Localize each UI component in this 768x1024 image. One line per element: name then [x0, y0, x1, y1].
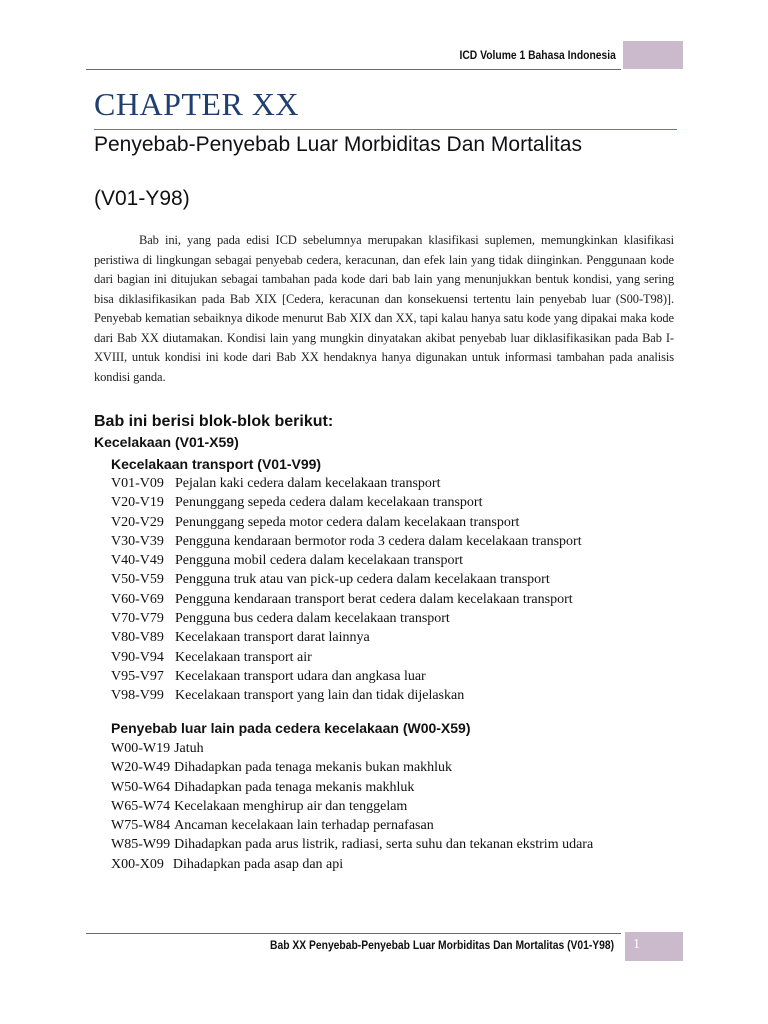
intro-paragraph: Bab ini, yang pada edisi ICD sebelumnya merupakan klasifikasi suplemen, memungkinkan klasifikasi peristiwa di lingkungan sebagai penyebab cedera, keracunan, dan efek lain yang tidak diinginkan. Penggunaan kode dari bagian ini ditujukan sebagai tambahan pada kode dari bab lain yang menunjukkan bentuk kondisi, yang sering bisa diklasifikasikan pada Bab XIX [Cedera, keracunan dan konsekuensi tertentu lain penyebab luar (S00-T98)]. Penyebab kematian sebaiknya dikode menurut Bab XIX dan XX, tapi kalau hanya satu kode yang dipakai maka kode dari Bab XX diutamakan. Kondisi lain yang mungkin dinyatakan akibat penyebab luar diklasifikasikan pada Bab I-XVIII, untuk kondisi ini kode dari Bab XX hendaknya hanya digunakan untuk informasi tambahan pada analisis kondisi ganda. — [94, 233, 674, 384]
list-item — [111, 835, 593, 854]
block-code: W20-W49 — [111, 760, 171, 776]
list-item — [111, 648, 582, 667]
chapter-code: (V01-Y98) — [94, 187, 190, 210]
block-code: V20-V29 — [111, 514, 164, 530]
header-divider — [86, 69, 621, 70]
block-code: W50-W64 — [111, 779, 171, 795]
block-code: W75-W84 — [111, 818, 171, 834]
list-item — [111, 686, 582, 705]
block-description: Dihadapkan pada tenaga mekanis bukan makhluk — [174, 760, 453, 776]
block-description: Pengguna kendaraan bermotor roda 3 cedera dalam kecelakaan transport — [175, 533, 582, 549]
block-code: V98-V99 — [111, 688, 164, 704]
block-description: Kecelakaan transport udara dan angkasa luar — [175, 668, 426, 684]
block-description: Pengguna kendaraan transport berat cedera dalam kecelakaan transport — [175, 591, 573, 607]
block-description: Penunggang sepeda motor cedera dalam kecelakaan transport — [175, 514, 520, 530]
group-heading: Kecelakaan (V01-X59) — [94, 434, 239, 450]
blocks-heading: Bab ini berisi blok-blok berikut: — [94, 413, 334, 430]
list-item — [111, 739, 593, 758]
list-item — [111, 758, 593, 777]
block-description: Dihadapkan pada tenaga mekanis makhluk — [174, 779, 415, 795]
block-code: V20-V19 — [111, 495, 164, 511]
block-code: V60-V69 — [111, 591, 164, 607]
other-causes-block-list — [111, 739, 593, 874]
list-item — [111, 797, 593, 816]
block-description: Kecelakaan transport darat lainnya — [175, 630, 370, 646]
page-number: 1 — [633, 937, 640, 952]
list-item — [111, 778, 593, 797]
list-item — [111, 493, 582, 512]
block-description: Pengguna bus cedera dalam kecelakaan transport — [175, 611, 450, 627]
list-item — [111, 513, 582, 532]
block-code: V95-V97 — [111, 668, 164, 684]
list-item — [111, 551, 582, 570]
list-item — [111, 667, 582, 686]
chapter-label: CHAPTER XX — [94, 86, 300, 122]
block-description: Pengguna truk atau van pick-up cedera dalam kecelakaan transport — [175, 572, 550, 588]
block-code: W85-W99 — [111, 837, 171, 853]
block-description: Kecelakaan transport yang lain dan tidak dijelaskan — [175, 688, 465, 704]
transport-block-list — [111, 474, 582, 706]
running-header: ICD Volume 1 Bahasa Indonesia — [459, 48, 616, 62]
block-description: Kecelakaan menghirup air dan tenggelam — [174, 798, 408, 814]
block-description: Jatuh — [174, 741, 204, 756]
chapter-divider — [94, 129, 677, 130]
list-item — [111, 628, 582, 647]
list-item — [111, 532, 582, 551]
block-code: V50-V59 — [111, 572, 164, 588]
block-code: V30-V39 — [111, 533, 164, 549]
block-description: Dihadapkan pada asap dan api — [172, 856, 344, 872]
block-description: Dihadapkan pada arus listrik, radiasi, serta suhu dan tekanan ekstrim udara — [174, 837, 594, 853]
list-item — [111, 474, 582, 493]
list-item — [111, 590, 582, 609]
block-code: V90-V94 — [111, 649, 164, 665]
block-code: X00-X09 — [111, 856, 164, 872]
block-description: Ancaman kecelakaan lain terhadap pernafasan — [174, 818, 434, 834]
header-accent-box — [623, 41, 683, 69]
block-code: V80-V89 — [111, 630, 164, 646]
block-description: Kecelakaan transport air — [175, 649, 312, 665]
section-heading-other-causes: Penyebab luar lain pada cedera kecelakaan (W00-X59) — [111, 720, 471, 736]
chapter-title: Penyebab-Penyebab Luar Morbiditas Dan Mortalitas — [94, 133, 582, 156]
block-code: V01-V09 — [111, 476, 164, 491]
block-description: Pengguna mobil cedera dalam kecelakaan transport — [175, 553, 464, 569]
list-item — [111, 570, 582, 589]
list-item — [111, 816, 593, 835]
block-description: Penunggang sepeda cedera dalam kecelakaan transport — [175, 495, 483, 511]
footer-divider — [86, 933, 621, 934]
block-code: V40-V49 — [111, 553, 164, 569]
block-code: W00-W19 — [111, 741, 171, 756]
block-code: W65-W74 — [111, 798, 171, 814]
list-item — [111, 609, 582, 628]
block-description: Pejalan kaki cedera dalam kecelakaan transport — [175, 476, 441, 491]
running-footer: Bab XX Penyebab-Penyebab Luar Morbiditas Dan Mortalitas (V01-Y98) — [269, 938, 614, 952]
list-item — [111, 855, 593, 874]
block-code: V70-V79 — [111, 611, 164, 627]
section-heading-transport: Kecelakaan transport (V01-V99) — [111, 456, 322, 472]
